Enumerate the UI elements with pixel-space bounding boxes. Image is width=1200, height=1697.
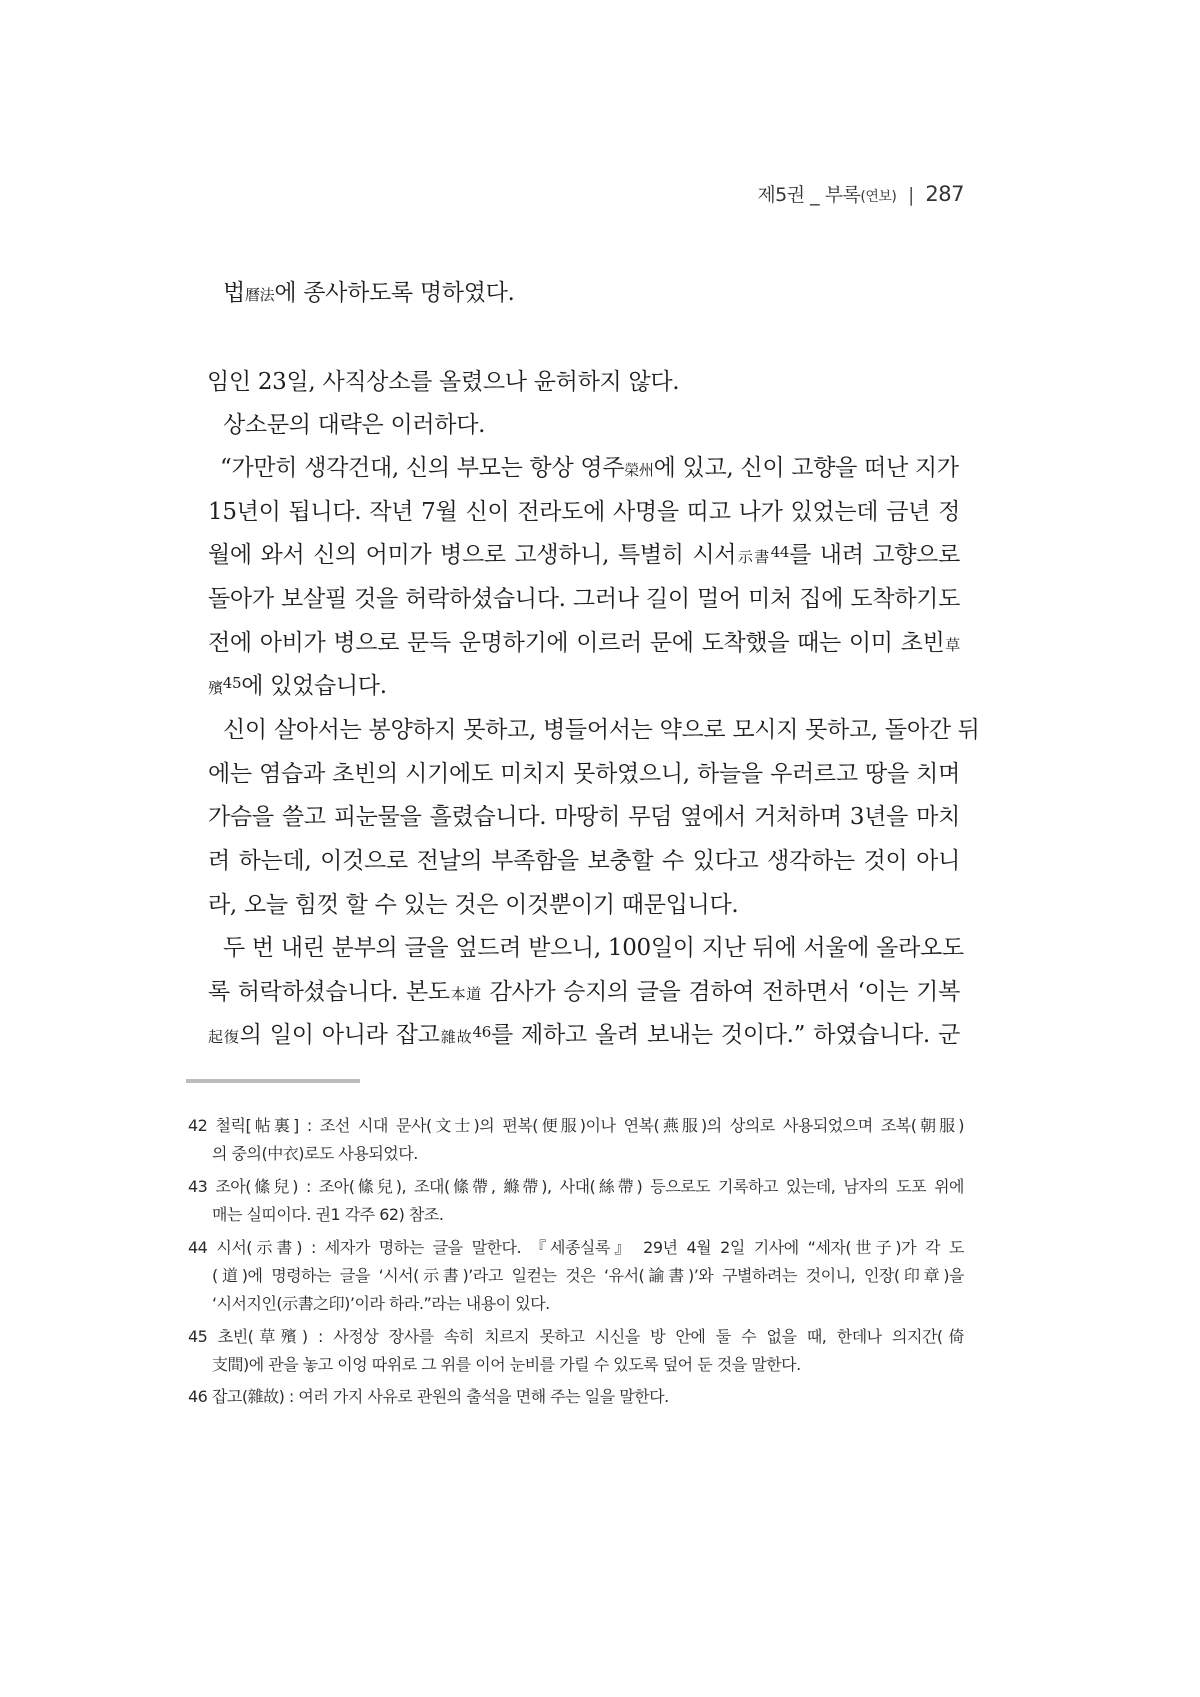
footnote-43: 43 조아(絛兒) : 조아(絛兒), 조대(絛帶, 縧帶), 사대(絲帶) 등으로도 기록하고 있는데, 남자의 도포 위에 매는 실띠이다. 권1 각주 62) 참조.	[188, 1177, 964, 1224]
body-line-2: 임인 23일, 사직상소를 올렸으나 윤허하지 않다.	[207, 369, 680, 395]
body-line-11: 에는 염습과 초빈의 시기에도 미치지 못하였으니, 하늘을 우러르고 땅을 치며	[208, 761, 960, 787]
volume-label: 제5권	[757, 184, 805, 206]
footnote-42: 42 철릭[帖裏] : 조선 시대 문사(文士)의 편복(便服)이나 연복(燕服)의 상의로 사용되었으며 조복(朝服) 의 중의(中衣)로도 사용되었다.	[188, 1116, 964, 1163]
body-line-5: 15년이 됩니다. 작년 7월 신이 전라도에 사명을 띠고 나가 있었는데 금년 정	[208, 499, 960, 525]
body-line-1: 법曆法에 종사하도록 명하였다.	[223, 280, 515, 306]
section-label: 부록	[824, 184, 861, 206]
body-line-14: 라, 오늘 힘껏 할 수 있는 것은 이것뿐이기 때문입니다.	[208, 892, 739, 918]
footnote-divider	[186, 1079, 360, 1083]
body-line-4: “가만히 생각건대, 신의 부모는 항상 영주榮州에 있고, 신이 고향을 떠난 지가	[220, 455, 959, 481]
footnote-45: 45 초빈(草殯) : 사정상 장사를 속히 치르지 못하고 시신을 방 안에 둘 수 없을 때, 한데나 의지간(倚 支間)에 관을 놓고 이엉 따위로 그 위를 이어 눈비를 가릴 수 있도록 덮어 둔 것을 말한다.	[188, 1327, 964, 1374]
section-paren: (연보)	[860, 189, 897, 205]
footnote-46: 46 잡고(雜故) : 여러 가지 사유로 관원의 출석을 면해 주는 일을 말한다.	[188, 1387, 669, 1406]
body-line-8: 전에 아비가 병으로 문득 운명하기에 이르러 문에 도착했을 때는 이미 초빈草	[208, 630, 960, 656]
body-line-10: 신이 살아서는 봉양하지 못하고, 병들어서는 약으로 모시지 못하고, 돌아간 뒤	[223, 717, 980, 743]
body-line-12: 가슴을 쓸고 피눈물을 흘렸습니다. 마땅히 무덤 옆에서 거처하며 3년을 마치	[208, 804, 960, 830]
running-head	[757, 180, 964, 207]
footnote-44: 44 시서(示書) : 세자가 명하는 글을 말한다. 『세종실록』 29년 4월 2일 기사에 “세자(世子)가 각 도 (道)에 명령하는 글을 ‘시서(示書)’라고 일컫는 것은 ‘유서(諭書)’와 구별하려는 것이니, 인장(印章)을 ‘시서지인(示書之印)’이라 하라.”라는 내용이 있다.	[188, 1238, 964, 1313]
header-dash: _	[810, 184, 820, 206]
page-number: 287	[925, 182, 964, 206]
body-line-6: 월에 와서 신의 어미가 병으로 고생하니, 특별히 시서示書$^{44}$를 내려 고향으로	[208, 542, 960, 568]
header-bar: |	[907, 184, 914, 206]
body-line-3: 상소문의 대략은 이러하다.	[223, 412, 486, 438]
body-line-9: 殯$^{45}$에 있었습니다.	[208, 673, 387, 699]
body-line-7: 돌아가 보살필 것을 허락하셨습니다. 그러나 길이 멀어 미처 집에 도착하기도	[208, 586, 960, 612]
body-line-13: 려 하는데, 이것으로 전날의 부족함을 보충할 수 있다고 생각하는 것이 아니	[208, 848, 960, 874]
body-line-16: 록 허락하셨습니다. 본도本道 감사가 승지의 글을 겸하여 전하면서 ‘이는 기복	[208, 979, 961, 1005]
body-line-15: 두 번 내린 분부의 글을 엎드려 받으니, 100일이 지난 뒤에 서울에 올라오도	[223, 935, 964, 961]
body-line-17: 起復의 일이 아니라 잡고雜故$^{46}$를 제하고 올려 보내는 것이다.” 하였습니다. 군	[208, 1022, 960, 1048]
